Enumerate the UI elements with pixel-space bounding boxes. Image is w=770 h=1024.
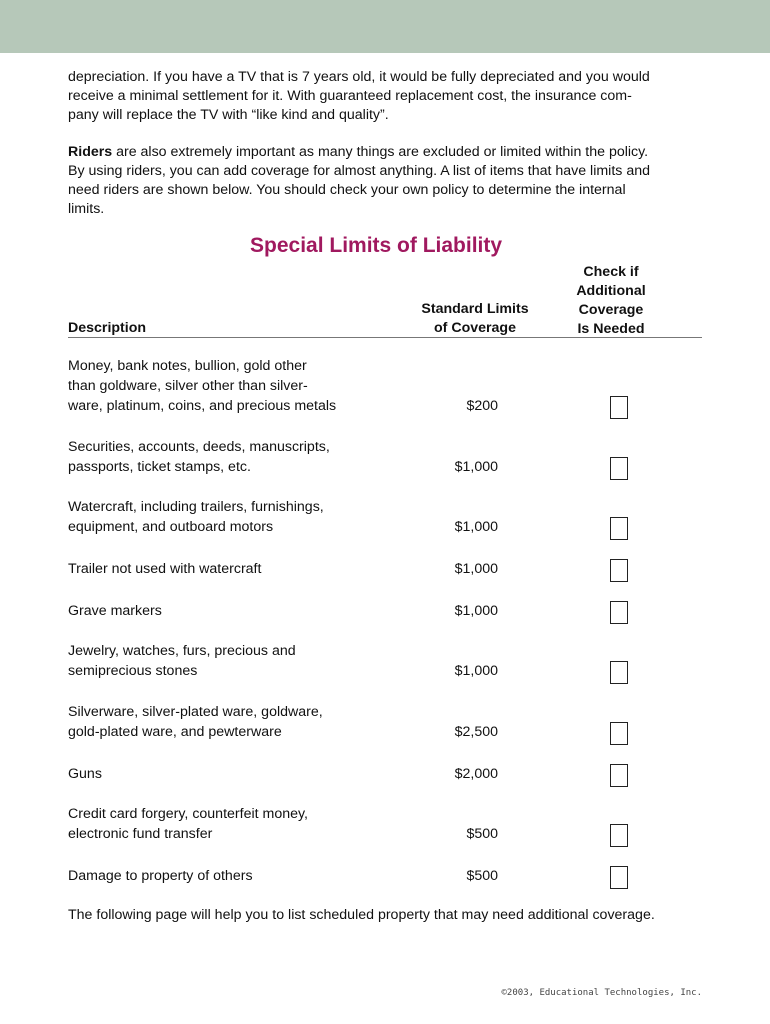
coverage-checkbox[interactable] [610, 517, 628, 540]
riders-line: are also extremely important as many things are excluded or limited within the policy. [112, 144, 649, 160]
table-row [0, 439, 770, 477]
table-row [0, 764, 770, 784]
row-description [68, 437, 368, 477]
header-divider [68, 337, 702, 338]
row-description [68, 764, 368, 784]
description-line: electronic fund transfer [68, 826, 213, 842]
row-description [68, 804, 368, 844]
description-line: Trailer not used with watercraft [68, 561, 262, 577]
header-line: Standard Limits [421, 301, 529, 317]
header-line: Additional [576, 283, 646, 299]
column-header-check [552, 263, 670, 339]
description-line: Money, bank notes, bullion, gold other [68, 358, 307, 374]
row-description [68, 866, 368, 886]
row-description [68, 641, 368, 681]
coverage-checkbox[interactable] [610, 457, 628, 480]
header-line: Check if [583, 264, 639, 280]
footer-note: The following page will help you to list scheduled property that may need additional coverage. [68, 907, 655, 923]
row-description [68, 356, 368, 416]
description-line: Watercraft, including trailers, furnishings, [68, 499, 324, 515]
table-row [0, 866, 770, 886]
header-band [0, 0, 770, 53]
row-amount: $1,000 [454, 519, 498, 535]
row-amount: $2,500 [454, 724, 498, 740]
description-line: equipment, and outboard motors [68, 519, 274, 535]
description-line: Grave markers [68, 603, 162, 619]
riders-paragraph [68, 143, 704, 219]
intro-line: depreciation. If you have a TV that is 7 years old, it would be fully depreciated and you would [68, 69, 650, 85]
coverage-checkbox[interactable] [610, 824, 628, 847]
description-line: Guns [68, 766, 102, 782]
row-amount: $200 [466, 398, 498, 414]
coverage-checkbox[interactable] [610, 661, 628, 684]
row-description [68, 559, 368, 579]
description-line: passports, ticket stamps, etc. [68, 459, 251, 475]
coverage-checkbox[interactable] [610, 722, 628, 745]
column-header-standard-limits [400, 300, 550, 338]
description-line: Jewelry, watches, furs, precious and [68, 643, 296, 659]
row-amount: $1,000 [454, 663, 498, 679]
riders-line: limits. [68, 201, 105, 217]
header-line: Is Needed [577, 321, 645, 337]
copyright: ©2003, Educational Technologies, Inc. [501, 988, 702, 998]
riders-line: need riders are shown below. You should check your own policy to determine the internal [68, 182, 626, 198]
table-row [0, 806, 770, 844]
description-line: Credit card forgery, counterfeit money, [68, 806, 308, 822]
row-description [68, 601, 368, 621]
table-row [0, 704, 770, 742]
description-line: ware, platinum, coins, and precious metals [68, 398, 337, 414]
intro-paragraph [68, 68, 704, 125]
header-line: of Coverage [434, 320, 516, 336]
table-row [0, 358, 770, 416]
description-line: Securities, accounts, deeds, manuscripts, [68, 439, 330, 455]
table-row [0, 499, 770, 537]
coverage-checkbox[interactable] [610, 601, 628, 624]
page-title: Special Limits of Liability [250, 234, 503, 257]
coverage-checkbox[interactable] [610, 866, 628, 889]
table-row [0, 643, 770, 681]
description-line: than goldware, silver other than silver- [68, 378, 308, 394]
row-amount: $1,000 [454, 561, 498, 577]
description-line: Damage to property of others [68, 868, 253, 884]
row-amount: $500 [466, 868, 498, 884]
coverage-checkbox[interactable] [610, 396, 628, 419]
description-line: semiprecious stones [68, 663, 198, 679]
description-line: Silverware, silver-plated ware, goldware, [68, 704, 323, 720]
header-line: Coverage [578, 302, 644, 318]
row-amount: $2,000 [454, 766, 498, 782]
description-line: gold-plated ware, and pewterware [68, 724, 282, 740]
intro-line: receive a minimal settlement for it. With guaranteed replacement cost, the insurance com- [68, 88, 632, 104]
table-row [0, 601, 770, 621]
coverage-checkbox[interactable] [610, 559, 628, 582]
riders-term: Riders [68, 144, 113, 160]
row-amount: $1,000 [454, 603, 498, 619]
row-description [68, 497, 368, 537]
row-amount: $500 [466, 826, 498, 842]
intro-line: pany will replace the TV with “like kind and quality”. [68, 107, 389, 123]
row-amount: $1,000 [454, 459, 498, 475]
riders-line: By using riders, you can add coverage for almost anything. A list of items that have limits and [68, 163, 650, 179]
row-description [68, 702, 368, 742]
column-header-description: Description [68, 320, 147, 336]
coverage-checkbox[interactable] [610, 764, 628, 787]
table-row [0, 559, 770, 579]
